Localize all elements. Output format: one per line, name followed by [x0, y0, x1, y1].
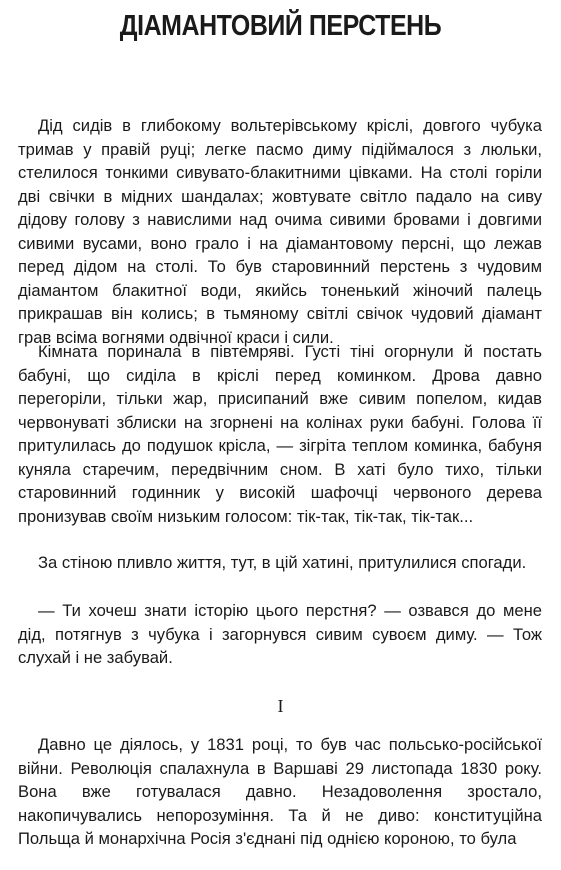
paragraph-block: [18, 599, 542, 670]
paragraph-1: Дід сидів в глибокому вольтерівському кріслі, довгого чубука тримав у правій руці; легке пасмо диму підіймалося з люльки, стелилося тонкими сивувато-блакитними цівками. На столі горіли дві свічки в мідних шандалах; жовтувате світло падало на сиву дідову голову з навислими над очима сивими бровами і довгими сивими вусами, воно грало і на діамантовому персні, що лежав перед дідом на столі. То був старовинний перстень з чудовим діамантом блакитної води, якийсь тоненький жіночий палець прикрашав він колись; в тьмяному світлі свічок чудовий діамант грав всіма вогнями одвічної краси і сили.: [18, 116, 542, 347]
section-number: I: [277, 696, 284, 716]
paragraph-block: [18, 733, 542, 851]
section-paragraph-1: Давно це діялось, у 1831 році, то був час польсько-російської війни. Революція спалахнула в Варшаві 29 листопада 1830 року. Вона вже готувалася давно. Незадоволення зростало, накопичувались непорозуміння. Та й не диво: конституційна Польща й монархічна Росія з'єднані під однією короною, то була: [18, 735, 542, 848]
paragraph-3: За стіною пливло життя, тут, в цій хатині, притулилися спогади.: [38, 553, 527, 572]
chapter-title: ДІАМАНТОВИЙ ПЕРСТЕНЬ: [119, 10, 442, 42]
paragraph-2: Кімната поринала в півтемряві. Густі тіні огорнули й постать бабуні, що сиділа в кріслі перед коминком. Дрова давно перегоріли, тільки жар, присипаний вже сивим попелом, кидав червонуваті зблиски на згорнені на колінах руки бабуні. Голова її притулилась до подушок крісла, — зігріта теплом коминка, бабуня куняла старечим, передвічним сном. В хаті було тихо, тільки старовинний годинник у високій шафочці червоного дерева пронизував своїм низьким голосом: тік-так, тік-так, тік-так...: [18, 342, 542, 526]
paragraph-block: [18, 551, 542, 575]
paragraph-block: [18, 340, 542, 528]
paragraph-block: [18, 114, 542, 349]
paragraph-4: — Ти хочеш знати історію цього перстня? — озвався до мене дід, потягнув з чубука і загорнувся сивим сувоєм диму. — Тож слухай і не забувай.: [18, 601, 542, 667]
